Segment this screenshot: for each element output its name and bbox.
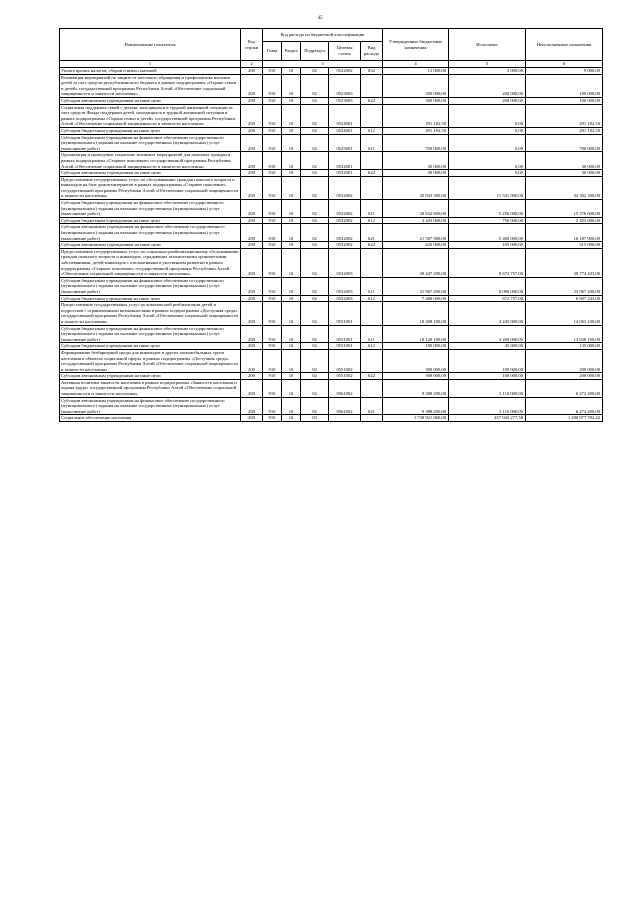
row-target-article: 0532001 (329, 170, 361, 177)
row-chapter: 910 (263, 97, 282, 104)
row-name: Субсидии бюджетным учреждениям на финансовое обеспечение государственного (муниципального) задания на оказание государственных (муниципальных) услуг (выполнение работ) (60, 200, 241, 218)
row-line-code: 200 (241, 134, 263, 152)
row-line-code: 200 (241, 295, 263, 302)
row-executed: 0,00 (449, 152, 526, 170)
row-section: 10 (282, 248, 301, 277)
row-expense-type (361, 379, 383, 397)
row-name: Субсидии автономным учреждениям на финансовое обеспечение государственного (муниципального) задания на оказание государственных (муниципальных) услуг (выполнение работ) (60, 397, 241, 415)
row-section: 10 (282, 373, 301, 380)
row-target-article: 0523003 (329, 74, 361, 97)
row-subsection: 02 (301, 68, 329, 75)
row-approved: 21 587 900,00 (383, 224, 449, 242)
row-expense-type: 611 (361, 134, 383, 152)
column-index: 2 (241, 61, 263, 68)
row-section: 10 (282, 97, 301, 104)
row-executed: 200 000,00 (449, 97, 526, 104)
row-target-article: 0532002 (329, 200, 361, 218)
row-expense-type (361, 152, 383, 170)
row-target-article: 0561002 (329, 397, 361, 415)
row-target-article: 0532002 (329, 224, 361, 242)
row-subsection: 02 (301, 127, 329, 134)
row-subsection: 02 (301, 295, 329, 302)
table-row (60, 349, 603, 372)
row-unexecuted: 6 272 200,00 (526, 397, 603, 415)
row-executed: 672 757,00 (449, 295, 526, 302)
row-line-code: 200 (241, 302, 263, 325)
header-expense-type: Вид расхода (361, 42, 383, 61)
table-row (60, 343, 603, 350)
row-unexecuted: 135 000,00 (526, 343, 603, 350)
row-target-article: 0532003 (329, 295, 361, 302)
header-executed: Исполнено (449, 29, 526, 61)
row-executed: 4 200 000,00 (449, 325, 526, 343)
row-expense-type (361, 248, 383, 277)
row-target-article: 0551001 (329, 343, 361, 350)
row-unexecuted: 16 187 900,00 (526, 224, 603, 242)
row-name: Реализация мероприятий по защите от жестокого обращения и профилактике насилия детей за счет средств республиканского бюджета в рамках подпрограммы «Охрана семьи и детей» государственной программы Республики Алтай «Обеспечение социальной защищенности и занятости населения» (60, 74, 241, 97)
row-approved: 1 738 921 060,00 (383, 415, 449, 422)
row-chapter: 910 (263, 415, 282, 422)
row-unexecuted: 15 376 600,00 (526, 200, 603, 218)
table-row (60, 242, 603, 249)
row-unexecuted: 14 063 100,00 (526, 302, 603, 325)
table-row (60, 302, 603, 325)
row-line-code: 200 (241, 152, 263, 170)
header-line-code: Код строки (241, 29, 263, 61)
row-approved: 300 000,00 (383, 349, 449, 372)
row-chapter: 910 (263, 248, 282, 277)
row-unexecuted: 291 182,50 (526, 127, 603, 134)
row-name: Субсидии бюджетным учреждениям на финансовое обеспечение государственного (муниципального) задания на оказание государственных (муниципальных) услуг (выполнение работ) (60, 277, 241, 295)
row-line-code: 200 (241, 68, 263, 75)
row-unexecuted: 34 302 300,00 (526, 176, 603, 199)
row-approved: 9 388 200,00 (383, 379, 449, 397)
row-chapter: 910 (263, 373, 282, 380)
row-subsection: 02 (301, 379, 329, 397)
row-chapter: 910 (263, 170, 282, 177)
row-approved: 420 000,00 (383, 242, 449, 249)
row-expense-type: 612 (361, 343, 383, 350)
row-approved: 12 000,00 (383, 68, 449, 75)
header-chapter: Глава (263, 42, 282, 61)
row-section: 10 (282, 295, 301, 302)
row-section: 10 (282, 277, 301, 295)
row-name: Уплата прочих налогов, сборов и иных платежей (60, 68, 241, 75)
row-expense-type: 611 (361, 325, 383, 343)
row-expense-type (361, 74, 383, 97)
row-approved: 3 203 000,00 (383, 217, 449, 224)
row-chapter: 910 (263, 302, 282, 325)
row-executed: 5 256 000,00 (449, 200, 526, 218)
row-executed: 8 672 757,00 (449, 248, 526, 277)
table-row (60, 68, 603, 75)
row-target-article: 0532002 (329, 242, 361, 249)
table-row (60, 295, 603, 302)
table-row (60, 397, 603, 415)
row-line-code: 200 (241, 242, 263, 249)
row-executed: 105 000,00 (449, 242, 526, 249)
row-section: 10 (282, 217, 301, 224)
row-subsection: 02 (301, 373, 329, 380)
row-approved: 700 000,00 (383, 134, 449, 152)
row-line-code: 200 (241, 379, 263, 397)
row-chapter: 910 (263, 68, 282, 75)
row-target-article: 0524001 (329, 127, 361, 134)
row-expense-type: 612 (361, 217, 383, 224)
row-approved: 180 000,00 (383, 343, 449, 350)
header-name: Наименование показателя (60, 29, 241, 61)
row-chapter: 910 (263, 152, 282, 170)
row-expense-type: 621 (361, 397, 383, 415)
row-expense-type: 622 (361, 242, 383, 249)
row-name: Субсидии бюджетным учреждениям на иные цели (60, 217, 241, 224)
header-classification: Код расхода по бюджетной классификации (263, 29, 383, 42)
column-index: 6 (526, 61, 603, 68)
row-executed: 750 000,00 (449, 217, 526, 224)
row-unexecuted: 315 000,00 (526, 242, 603, 249)
row-approved: 30 000,00 (383, 152, 449, 170)
table-row (60, 74, 603, 97)
row-name: Активная политика занятости населения в рамках подпрограммы «Занятость населения и охрана труда» государственной программы Республики Алтай «Обеспечение социальной защищенности и занятости населения» (60, 379, 241, 397)
row-chapter: 910 (263, 349, 282, 372)
row-approved: 45 843 300,00 (383, 176, 449, 199)
row-target-article: 0532003 (329, 248, 361, 277)
row-section: 10 (282, 379, 301, 397)
row-name: Социальное обеспечение населения (60, 415, 241, 422)
row-subsection: 02 (301, 242, 329, 249)
row-name: Формирование безбарьерной среды для инвалидов и других маломобильных групп населения в объектах социальной сферы, в рамках подпрограммы «Доступная среда» государственной программы Республики Алтай «Обеспечение социальной защищенности и занятости населения» (60, 349, 241, 372)
row-chapter: 910 (263, 295, 282, 302)
row-name: Субсидии бюджетным учреждениям на иные цели (60, 127, 241, 134)
row-section: 10 (282, 200, 301, 218)
row-name: Субсидии автономным учреждениям на иные цели (60, 242, 241, 249)
row-approved: 9 388 200,00 (383, 397, 449, 415)
row-expense-type: 852 (361, 68, 383, 75)
row-line-code: 200 (241, 176, 263, 199)
row-section: 10 (282, 104, 301, 127)
row-unexecuted: 100 000,00 (526, 74, 603, 97)
row-unexecuted: 1 280 977 782,42 (526, 415, 603, 422)
row-approved: 291 182,50 (383, 104, 449, 127)
row-section: 10 (282, 74, 301, 97)
row-unexecuted: 6 272 200,00 (526, 379, 603, 397)
row-name: Субсидии автономным учреждениям на иные цели (60, 170, 241, 177)
row-line-code: 200 (241, 217, 263, 224)
row-section: 10 (282, 343, 301, 350)
row-target-article: 0532001 (329, 152, 361, 170)
row-subsection: 02 (301, 97, 329, 104)
table-row (60, 170, 603, 177)
table-row (60, 373, 603, 380)
row-expense-type: 612 (361, 295, 383, 302)
row-line-code: 200 (241, 170, 263, 177)
row-name: Организация и проведение социально значимых мероприятий для пожилых граждан в рамках подпрограммы «Старшее поколение» государственной программы Республики Алтай «Обеспечение социальной защищенности и занятости населения» (60, 152, 241, 170)
row-target-article: 0532003 (329, 277, 361, 295)
table-row (60, 325, 603, 343)
row-subsection: 02 (301, 217, 329, 224)
row-name: Субсидии автономным учреждениям на иные цели (60, 373, 241, 380)
row-subsection: 02 (301, 349, 329, 372)
row-expense-type (361, 104, 383, 127)
row-approved: 39 447 200,00 (383, 248, 449, 277)
row-expense-type (361, 176, 383, 199)
row-target-article: 0532002 (329, 176, 361, 199)
header-target-article: Целевая статья (329, 42, 361, 61)
row-executed: 3 000,00 (449, 68, 526, 75)
row-subsection: 02 (301, 74, 329, 97)
row-subsection: 02 (301, 134, 329, 152)
row-subsection: 03 (301, 415, 329, 422)
row-approved: 20 632 600,00 (383, 200, 449, 218)
row-executed: 100 000,00 (449, 349, 526, 372)
table-row (60, 224, 603, 242)
row-name: Субсидии бюджетным учреждениям на финансовое обеспечение государственного (муниципального) задания на оказание государственных (муниципальных) услуг (выполнение работ) (60, 325, 241, 343)
row-expense-type (361, 302, 383, 325)
row-name: Субсидии бюджетным учреждениям на иные цели (60, 295, 241, 302)
row-line-code: 200 (241, 248, 263, 277)
table-row (60, 176, 603, 199)
row-approved: 7 480 000,00 (383, 295, 449, 302)
row-section: 10 (282, 397, 301, 415)
row-chapter: 910 (263, 134, 282, 152)
row-subsection: 02 (301, 397, 329, 415)
row-subsection: 02 (301, 343, 329, 350)
table-row (60, 104, 603, 127)
row-executed: 0,00 (449, 170, 526, 177)
row-unexecuted: 6 807 243,00 (526, 295, 603, 302)
row-name: Социальная поддержка семей с детьми, находящихся в трудной жизненной ситуации за счет средств Фонда поддержки детей, находящихся в трудной жизненной ситуации в рамках подпрограммы «Охрана семьи и детей» государственной программы Республики Алтай «Обеспечение социальной защищенности и занятости населения» (60, 104, 241, 127)
row-unexecuted: 100 000,00 (526, 97, 603, 104)
header-section: Раздел (282, 42, 301, 61)
row-target-article: 0551001 (329, 325, 361, 343)
row-executed: 3 116 000,00 (449, 379, 526, 397)
row-name: Предоставление государственных услуг по социально-реабилитационному обслуживанию граждан пожилого возраста и инвалидов, страдающих психическими хроническими заболеваниями, детей-инвалидов с отклонениями в умственном развитии в рамках подпрограммы «Старшее поколение» государственной программы Республики Алтай «Обеспечение социальной защищенности и занятости населения» (61, 248, 239, 277)
row-approved: 300 000,00 (383, 74, 449, 97)
row-target-article: 0551001 (329, 302, 361, 325)
row-line-code: 200 (241, 349, 263, 372)
row-approved: 30 000,00 (383, 170, 449, 177)
row-subsection: 02 (301, 224, 329, 242)
row-section: 10 (282, 134, 301, 152)
row-target-article: 0532002 (329, 217, 361, 224)
row-expense-type: 611 (361, 200, 383, 218)
row-chapter: 910 (263, 176, 282, 199)
row-chapter: 910 (263, 217, 282, 224)
row-subsection: 02 (301, 248, 329, 277)
table-row (60, 134, 603, 152)
row-expense-type: 622 (361, 97, 383, 104)
row-unexecuted: 291 182,50 (526, 104, 603, 127)
column-index: 1 (60, 61, 241, 68)
row-unexecuted: 700 000,00 (526, 134, 603, 152)
column-index: 5 (449, 61, 526, 68)
row-expense-type: 622 (361, 170, 383, 177)
row-target-article: 0523003 (329, 97, 361, 104)
row-target-article: 0525001 (329, 134, 361, 152)
row-unexecuted: 30 000,00 (526, 170, 603, 177)
row-expense-type (361, 349, 383, 372)
row-target-article: 0524001 (329, 104, 361, 127)
table-row (60, 248, 603, 277)
row-executed: 457 943 277,58 (449, 415, 526, 422)
row-line-code: 200 (241, 127, 263, 134)
row-executed: 8 000 000,00 (449, 277, 526, 295)
row-chapter: 910 (263, 325, 282, 343)
row-line-code: 200 (241, 200, 263, 218)
row-chapter: 910 (263, 200, 282, 218)
page-number: 45 (317, 16, 323, 21)
row-approved: 31 967 200,00 (383, 277, 449, 295)
table-body (60, 68, 603, 422)
column-index: 3 (263, 61, 383, 68)
table-row (60, 379, 603, 397)
row-section: 10 (282, 302, 301, 325)
row-expense-type: 611 (361, 277, 383, 295)
row-executed: 5 400 000,00 (449, 224, 526, 242)
row-line-code: 200 (241, 74, 263, 97)
row-executed: 0,00 (449, 127, 526, 134)
row-chapter: 910 (263, 74, 282, 97)
table-row (60, 200, 603, 218)
row-executed: 45 000,00 (449, 343, 526, 350)
row-target-article: 0551002 (329, 373, 361, 380)
row-unexecuted: 13 928 100,00 (526, 325, 603, 343)
row-chapter: 910 (263, 379, 282, 397)
row-subsection: 02 (301, 277, 329, 295)
row-subsection: 02 (301, 170, 329, 177)
row-chapter: 910 (263, 104, 282, 127)
row-name: Субсидии бюджетным учреждениям на финансовое обеспечение государственного (муниципального) задания на оказание государственных (муниципальных) услуг (выполнение работ) (60, 134, 241, 152)
row-subsection: 02 (301, 152, 329, 170)
row-section: 10 (282, 325, 301, 343)
row-executed: 0,00 (449, 134, 526, 152)
row-target-article: 0561002 (329, 379, 361, 397)
row-executed: 11 541 000,00 (449, 176, 526, 199)
row-section: 10 (282, 152, 301, 170)
row-unexecuted: 30 000,00 (526, 152, 603, 170)
column-index: 4 (383, 61, 449, 68)
table-row (60, 97, 603, 104)
row-target-article (329, 415, 361, 422)
row-unexecuted: 2 453 000,00 (526, 217, 603, 224)
row-section: 10 (282, 415, 301, 422)
table-row (60, 152, 603, 170)
row-chapter: 910 (263, 343, 282, 350)
budget-table (59, 28, 603, 422)
row-approved: 291 182,50 (383, 127, 449, 134)
row-chapter: 910 (263, 127, 282, 134)
row-name: Субсидии автономным учреждениям на иные цели (60, 97, 241, 104)
table-row (60, 217, 603, 224)
row-approved: 18 308 100,00 (383, 302, 449, 325)
row-chapter: 910 (263, 397, 282, 415)
table-row (60, 415, 603, 422)
row-section: 10 (282, 242, 301, 249)
row-executed: 100 000,00 (449, 373, 526, 380)
row-expense-type: 612 (361, 127, 383, 134)
row-unexecuted: 9 000,00 (526, 68, 603, 75)
row-target-article: 0551002 (329, 349, 361, 372)
header-unexecuted: Неисполненные назначения (526, 29, 603, 61)
row-name: Предоставление государственных услуг по комплексной реабилитации детей и подростков с ограниченными возможностями в рамках подпрограммы «Доступная среда» государственной программы Республики Алтай «Обеспечение социальной защищенности и занятости населения» (60, 302, 241, 325)
row-section: 10 (282, 176, 301, 199)
table-row (60, 277, 603, 295)
row-subsection: 02 (301, 176, 329, 199)
row-line-code: 200 (241, 325, 263, 343)
header-subsection: Подраздел (301, 42, 329, 61)
row-chapter: 910 (263, 277, 282, 295)
row-expense-type: 621 (361, 224, 383, 242)
row-line-code: 200 (241, 104, 263, 127)
header-approved: Утвержденные бюджетные назначения (383, 29, 449, 61)
row-section: 10 (282, 127, 301, 134)
row-name: Субсидии бюджетным учреждениям на иные цели (60, 343, 241, 350)
row-subsection: 02 (301, 325, 329, 343)
row-expense-type (361, 415, 383, 422)
row-subsection: 02 (301, 104, 329, 127)
row-executed: 3 116 000,00 (449, 397, 526, 415)
row-section: 10 (282, 349, 301, 372)
row-line-code: 200 (241, 415, 263, 422)
column-index-row (60, 61, 603, 68)
row-line-code: 200 (241, 397, 263, 415)
row-approved: 300 000,00 (383, 373, 449, 380)
row-subsection: 02 (301, 200, 329, 218)
row-unexecuted: 200 000,00 (526, 373, 603, 380)
row-name: Субсидии автономным учреждениям на финансовое обеспечение государственного (муниципального) задания на оказание государственных (муниципальных) услуг (выполнение работ) (60, 224, 241, 242)
row-approved: 300 000,00 (383, 97, 449, 104)
row-line-code: 200 (241, 277, 263, 295)
row-unexecuted: 200 000,00 (526, 349, 603, 372)
row-section: 10 (282, 224, 301, 242)
row-chapter: 910 (263, 224, 282, 242)
row-executed: 200 000,00 (449, 74, 526, 97)
row-approved: 18 128 100,00 (383, 325, 449, 343)
row-expense-type: 622 (361, 373, 383, 380)
row-line-code: 200 (241, 224, 263, 242)
row-target-article: 0522002 (329, 68, 361, 75)
row-line-code: 200 (241, 343, 263, 350)
row-executed: 4 245 000,00 (449, 302, 526, 325)
row-chapter: 910 (263, 242, 282, 249)
row-line-code: 200 (241, 97, 263, 104)
row-section: 10 (282, 170, 301, 177)
row-line-code: 200 (241, 373, 263, 380)
row-subsection: 02 (301, 302, 329, 325)
row-unexecuted: 30 774 443,00 (526, 248, 603, 277)
table-row (60, 127, 603, 134)
row-executed: 0,00 (449, 104, 526, 127)
row-name: Предоставление государственных услуг по обслуживанию граждан пожилого возраста и инвалидов на базе домов-интернатов в рамках подпрограммы «Старшее поколение» государственной программы Республики Алтай «Обеспечение социальной защищенности и занятости населения» (60, 176, 241, 199)
row-section: 10 (282, 68, 301, 75)
row-unexecuted: 23 967 200,00 (526, 277, 603, 295)
